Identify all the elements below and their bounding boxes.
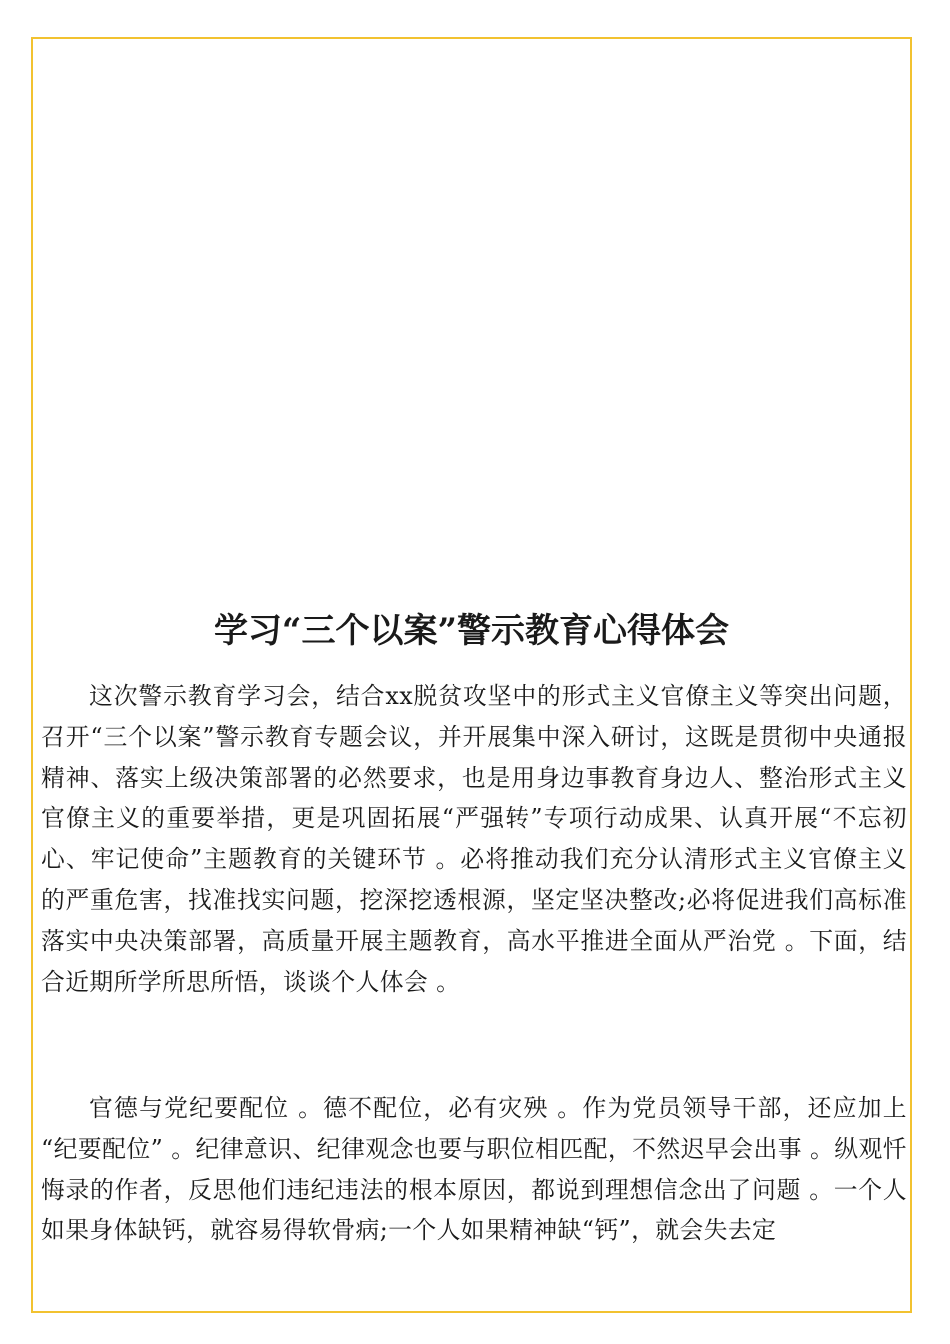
body-paragraph-1: 这次警示教育学习会，结合xx脱贫攻坚中的形式主义官僚主义等突出问题，召开“三个以案”警示教育专题会议，并开展集中深入研讨，这既是贯彻中央通报精神、落实上级决策部署的必然要求，也是用身边事教育身边人、整治形式主义官僚主义的重要举措，更是巩固拓展“严强转”专项行动成果、认真开展“不忘初心、牢记使命”主题教育的关键环节 。必将推动我们充分认清形式主义官僚主义的严重危害，找准找实问题，挖深挖透根源，坚定坚决整改;必将促进我们高标准落实中央决策部署，高质量开展主题教育，高水平推进全面从严治党 。下面，结合近期所学所思所悟，谈谈个人体会 。 [41,682,907,996]
body-paragraph-2: 官德与党纪要配位 。德不配位，必有灾殃 。作为党员领导干部，还应加上 “纪要配位” 。纪律意识、纪律观念也要与职位相匹配，不然迟早会出事 。纵观忏悔录的作者，反思他们违纪违法的根本原因，都说到理想信念出了问题 。一个人如果身体缺钙，就容易得软骨病;一个人如果精神缺“钙”，就会失去定 [41,1094,907,1245]
document-title: 学习“三个以案”警示教育心得体会 [213,610,730,651]
